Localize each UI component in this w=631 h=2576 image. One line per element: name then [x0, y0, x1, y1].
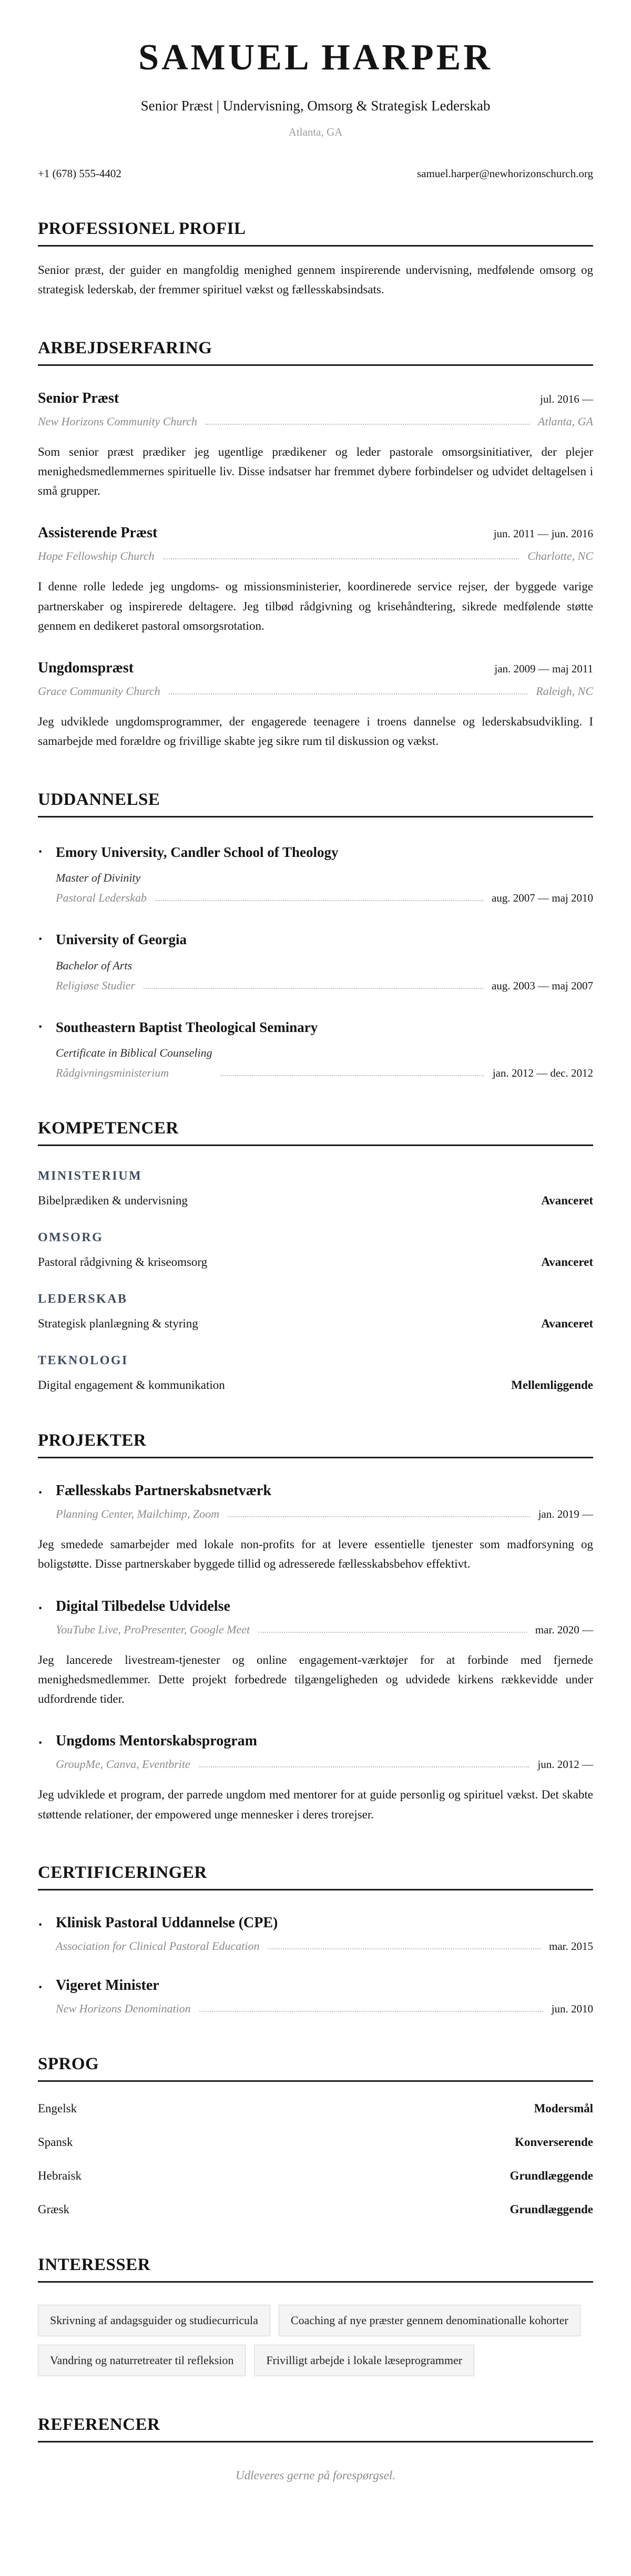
language-level: Konverserende [514, 2135, 593, 2149]
certification-entry-body [56, 1915, 593, 1953]
experience-entry [38, 390, 593, 501]
section-divider [38, 1457, 593, 1458]
dotted-leader [144, 988, 483, 989]
education-entry [38, 1017, 593, 1080]
certification-date: jun. 2010 [551, 2002, 593, 2015]
job-title: Senior Præst | Undervisning, Omsorg & Strategisk Lederskab [140, 98, 491, 114]
interest-tag: Frivilligt arbejde i lokale læseprogrammer [254, 2345, 474, 2376]
education-entry-body [56, 929, 593, 993]
skill-group [38, 1354, 593, 1392]
interest-tag: Coaching af nye præster gennem denominationalle kohorter [279, 2305, 581, 2336]
section-divider [38, 1889, 593, 1890]
education-degree-block [56, 871, 147, 905]
experience-title: Ungdomspræst [38, 660, 134, 676]
section-divider [38, 816, 593, 817]
language-row [38, 2169, 593, 2183]
skill-name: Bibelprædiken & undervisning [38, 1194, 188, 1207]
education-entry [38, 842, 593, 905]
education-field: Pastoral Lederskab [56, 891, 147, 904]
experience-entry-head [38, 660, 593, 677]
interests-heading: INTERESSER [38, 2255, 151, 2274]
experience-location: Atlanta, GA [537, 414, 593, 428]
education-field: Rådgivningsministerium [56, 1066, 169, 1079]
dotted-leader [258, 1632, 527, 1633]
section-education [38, 790, 593, 1080]
references-note: Udleveres gerne på forespørgsel. [235, 2468, 396, 2482]
section-divider [38, 2281, 593, 2283]
education-degree-block [56, 1046, 212, 1080]
education-degree-block [56, 959, 135, 993]
bullet-icon: · [38, 1916, 43, 1933]
section-interests [38, 2255, 593, 2376]
certification-date: mar. 2015 [549, 1939, 593, 1953]
education-sub-row [56, 1046, 593, 1080]
email-text: samuel.harper@newhorizonschurch.org [416, 167, 593, 180]
skill-name: Digital engagement & kommunikation [38, 1378, 225, 1392]
dotted-leader [199, 1766, 530, 1767]
section-references [38, 2415, 593, 2482]
project-dates: jan. 2019 — [538, 1508, 593, 1520]
skill-category: LEDERSKAB [38, 1292, 128, 1306]
skill-row [38, 1194, 593, 1208]
skill-name: Strategisk planlægning & styring [38, 1317, 198, 1330]
project-dates: jun. 2012 — [537, 1758, 593, 1771]
dotted-leader [206, 424, 530, 425]
certifications-heading: CERTIFICERINGER [38, 1863, 207, 1882]
section-skills [38, 1119, 593, 1392]
project-description: Jeg lancerede livestream-tjenester og online engagement-værktøjer for at forbinde med fjernede menighedsmedlemmer. Dette projekt forbedrede tilgængeligheden og udvidede kirkens rækkevidde under udfordrende tider. [38, 1653, 593, 1705]
certification-title: Vigeret Minister [56, 1977, 159, 1994]
experience-title: Assisterende Præst [38, 525, 158, 541]
skills-heading: KOMPETENCER [38, 1119, 179, 1138]
project-description: Jeg udviklede et program, der parrede ungdom med mentorer for at guide personlig og spirituel vækst. Det skabte støttende relationer, der empowered unge mennesker i deres trorejser. [38, 1788, 593, 1821]
experience-dates: jul. 2016 — [540, 392, 593, 405]
experience-entry-head [38, 525, 593, 541]
language-row [38, 2203, 593, 2216]
education-school: Emory University, Candler School of Theology [56, 844, 339, 860]
experience-entry-head [38, 390, 593, 407]
experience-meta-row [38, 684, 593, 698]
section-divider [38, 2441, 593, 2442]
language-level: Modersmål [534, 2101, 593, 2115]
dotted-leader [199, 2011, 543, 2012]
certification-issuer: New Horizons Denomination [56, 2001, 191, 2015]
section-experience [38, 339, 593, 751]
section-certifications [38, 1863, 593, 2016]
education-field: Religiøse Studier [56, 978, 135, 992]
project-entry [38, 1598, 593, 1637]
experience-entry [38, 525, 593, 636]
dotted-leader [169, 693, 528, 694]
project-title: Digital Tilbedelse Udvidelse [56, 1598, 230, 1614]
experience-entry [38, 660, 593, 751]
project-tools: Planning Center, Mailchimp, Zoom [56, 1507, 220, 1520]
project-tools: GroupMe, Canva, Eventbrite [56, 1757, 190, 1771]
bullet-icon: · [38, 1485, 43, 1501]
education-degree: Certificate in Biblical Counseling [56, 1046, 212, 1059]
project-entry-body [56, 1733, 593, 1771]
resume-header [38, 37, 593, 180]
section-divider [38, 2080, 593, 2082]
bullet-icon: · [38, 1735, 43, 1752]
language-name: Græsk [38, 2202, 70, 2216]
experience-description: Som senior præst prædiker jeg ugentlige prædikener og leder pastorale omsorgsinitiativer, der plejer menighedsmedlemmernes spirituelle liv. Disse indsatser har fremmet dybere forbindelser og udvidet deltagelsen i små grupper. [38, 445, 593, 497]
profile-heading: PROFESSIONEL PROFIL [38, 219, 246, 238]
education-heading: UDDANNELSE [38, 790, 160, 809]
education-sub-row [56, 871, 593, 905]
skill-level: Avanceret [541, 1194, 593, 1207]
education-degree: Bachelor of Arts [56, 958, 133, 972]
interest-tag: Vandring og naturretreater til refleksion [38, 2345, 246, 2376]
project-dates: mar. 2020 — [535, 1623, 593, 1636]
contact-row [38, 167, 593, 180]
certification-entry [38, 1977, 593, 2016]
skill-group [38, 1169, 593, 1208]
bullet-icon: · [38, 843, 43, 860]
project-meta-row [56, 1623, 593, 1637]
certification-issuer: Association for Clinical Pastoral Education [56, 1939, 260, 1953]
location-text: Atlanta, GA [288, 126, 343, 138]
interest-tags [38, 2305, 593, 2376]
name-heading: SAMUEL HARPER [138, 37, 493, 78]
education-degree: Master of Divinity [56, 871, 141, 884]
project-meta-row [56, 1757, 593, 1771]
bullet-icon: · [38, 931, 43, 947]
skill-group [38, 1292, 593, 1331]
education-school: University of Georgia [56, 932, 187, 947]
experience-company: New Horizons Community Church [38, 414, 197, 428]
language-name: Spansk [38, 2135, 73, 2149]
skill-group [38, 1231, 593, 1269]
experience-dates: jun. 2011 — jun. 2016 [493, 527, 593, 540]
dotted-leader [268, 1948, 541, 1949]
language-row [38, 2135, 593, 2149]
languages-heading: SPROG [38, 2054, 99, 2073]
education-school: Southeastern Baptist Theological Seminary [56, 1019, 318, 1035]
skill-category: TEKNOLOGI [38, 1354, 128, 1367]
education-dates: jan. 2012 — dec. 2012 [492, 1067, 593, 1079]
interest-tag: Skrivning af andagsguider og studiecurricula [38, 2305, 270, 2336]
section-languages [38, 2054, 593, 2216]
education-sub-row [56, 959, 593, 993]
experience-location: Charlotte, NC [527, 549, 593, 563]
dotted-leader [228, 1516, 530, 1517]
dotted-leader [163, 558, 520, 559]
skill-name: Pastoral rådgivning & kriseomsorg [38, 1255, 208, 1269]
skill-category: MINISTERIUM [38, 1169, 143, 1183]
skill-level: Avanceret [541, 1255, 593, 1269]
references-heading: REFERENCER [38, 2415, 160, 2434]
project-meta-row [56, 1507, 593, 1521]
education-entry-body [56, 842, 593, 905]
skill-row [38, 1317, 593, 1331]
certification-title: Klinisk Pastoral Uddannelse (CPE) [56, 1914, 278, 1931]
projects-heading: PROJEKTER [38, 1431, 147, 1450]
bullet-icon: · [38, 1979, 43, 1996]
experience-dates: jan. 2009 — maj 2011 [494, 662, 593, 675]
phone-text: +1 (678) 555-4402 [38, 167, 121, 180]
section-divider [38, 245, 593, 247]
certification-entry [38, 1915, 593, 1953]
experience-meta-row [38, 549, 593, 563]
experience-company: Hope Fellowship Church [38, 549, 155, 563]
skill-level: Mellemliggende [511, 1378, 593, 1392]
section-divider [38, 364, 593, 366]
experience-description: I denne rolle ledede jeg ungdoms- og missionsministerier, koordinerede service rejser, der byggede varige partnerskaber og inspirerede deltagere. Jeg tilbød rådgivning og krisehåndtering, sikrede medfølende støtte gennem en dedikeret pastoral omsorgsrotation. [38, 580, 593, 632]
profile-text: Senior præst, der guider en mangfoldig menighed gennem inspirerende undervisning, medfølende omsorg og strategisk lederskab, der fremmer spirituel vækst og fællesskabsindsats. [38, 263, 593, 297]
certification-meta-row [56, 1939, 593, 1953]
language-row [38, 2102, 593, 2115]
education-dates: aug. 2007 — maj 2010 [491, 892, 593, 904]
education-entry [38, 929, 593, 993]
bullet-icon: · [38, 1600, 43, 1617]
experience-heading: ARBEJDSERFARING [38, 338, 212, 357]
section-divider [38, 1144, 593, 1146]
project-entry-body [56, 1598, 593, 1637]
education-entry-body [56, 1017, 593, 1080]
project-entry [38, 1483, 593, 1521]
project-description: Jeg smedede samarbejder med lokale non-profits for at levere essentielle tjenester som madforsyning og boligstøtte. Disse partnerskaber byggede tillid og adresserede fællesskabsbehov effektivt. [38, 1538, 593, 1571]
experience-description: Jeg udviklede ungdomsprogrammer, der engagerede teenagere i troens dannelse og lederskabsudvikling. I samarbejde med forældre og frivillige skabte jeg sikre rum til diskussion og vækst. [38, 715, 593, 748]
education-dates: aug. 2003 — maj 2007 [491, 979, 593, 992]
project-entry-body [56, 1483, 593, 1521]
language-name: Engelsk [38, 2101, 77, 2115]
dotted-leader [221, 1075, 484, 1076]
project-tools: YouTube Live, ProPresenter, Google Meet [56, 1622, 250, 1636]
section-projects [38, 1431, 593, 1824]
dotted-leader [155, 900, 483, 901]
language-name: Hebraisk [38, 2169, 82, 2182]
language-level: Grundlæggende [510, 2169, 593, 2182]
project-title: Ungdoms Mentorskabsprogram [56, 1733, 257, 1750]
certification-entry-body [56, 1977, 593, 2016]
certification-meta-row [56, 2002, 593, 2016]
project-entry [38, 1733, 593, 1771]
bullet-icon: · [38, 1018, 43, 1035]
experience-title: Senior Præst [38, 390, 119, 406]
skill-row [38, 1378, 593, 1392]
section-profile [38, 219, 593, 300]
skill-category: OMSORG [38, 1231, 104, 1244]
skill-level: Avanceret [541, 1317, 593, 1330]
experience-location: Raleigh, NC [536, 684, 593, 698]
experience-meta-row [38, 415, 593, 428]
project-title: Fællesskabs Partnerskabsnetværk [56, 1483, 271, 1499]
skill-row [38, 1255, 593, 1269]
experience-company: Grace Community Church [38, 684, 160, 698]
language-level: Grundlæggende [510, 2202, 593, 2216]
